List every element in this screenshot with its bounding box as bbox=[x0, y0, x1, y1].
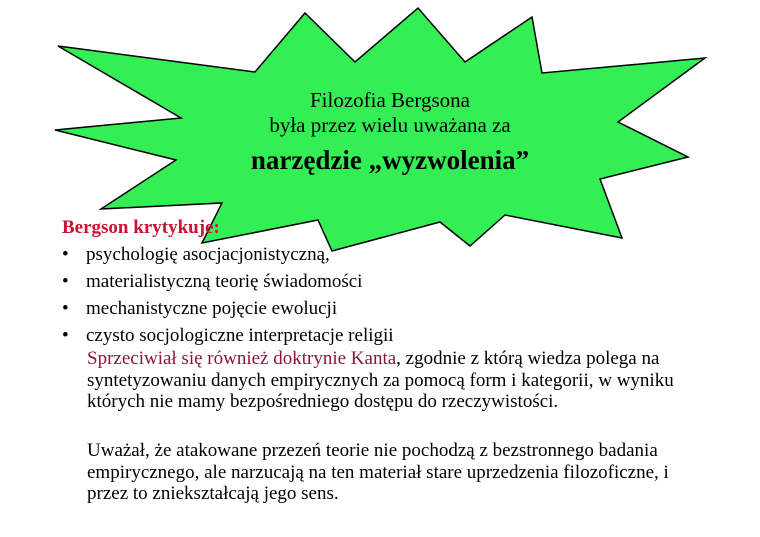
bullet-text: materialistyczną teorię świadomości bbox=[86, 271, 363, 292]
bullet-icon: • bbox=[62, 298, 69, 319]
paragraph-kant-rest: , zgodnie z którą wiedza polega na syntetyzowaniu danych empirycznych za pomocą form i kategorii, w wyniku których nie mamy bezpośredniego dostępu do rzeczywistości. bbox=[87, 348, 674, 412]
starburst-line-1: Filozofia Bergsona bbox=[309, 88, 470, 112]
paragraph-kant-highlight: Sprzeciwiał się również doktrynie Kanta bbox=[87, 348, 397, 369]
paragraph-bias: Uważał, że atakowane przezeń teorie nie pochodzą z bezstronnego badania empirycznego, ale narzucają na ten materiał stare uprzedzenia filozoficzne, i przez to zniekształcają jego sens. bbox=[87, 440, 669, 504]
bullet-text: mechanistyczne pojęcie ewolucji bbox=[86, 298, 338, 319]
bullet-icon: • bbox=[62, 271, 69, 292]
bullet-text: psychologię asocjacjonistyczną, bbox=[86, 244, 330, 265]
bullet-icon: • bbox=[62, 325, 69, 346]
section-heading: Bergson krytykuje: bbox=[62, 217, 220, 238]
paragraph-kant bbox=[87, 348, 707, 413]
starburst-line-2: była przez wielu uważana za bbox=[269, 113, 511, 137]
bullet-text: czysto socjologiczne interpretacje religii bbox=[86, 325, 394, 346]
bullet-icon: • bbox=[62, 244, 69, 265]
starburst-line-3: narzędzie „wyzwolenia” bbox=[250, 145, 530, 175]
